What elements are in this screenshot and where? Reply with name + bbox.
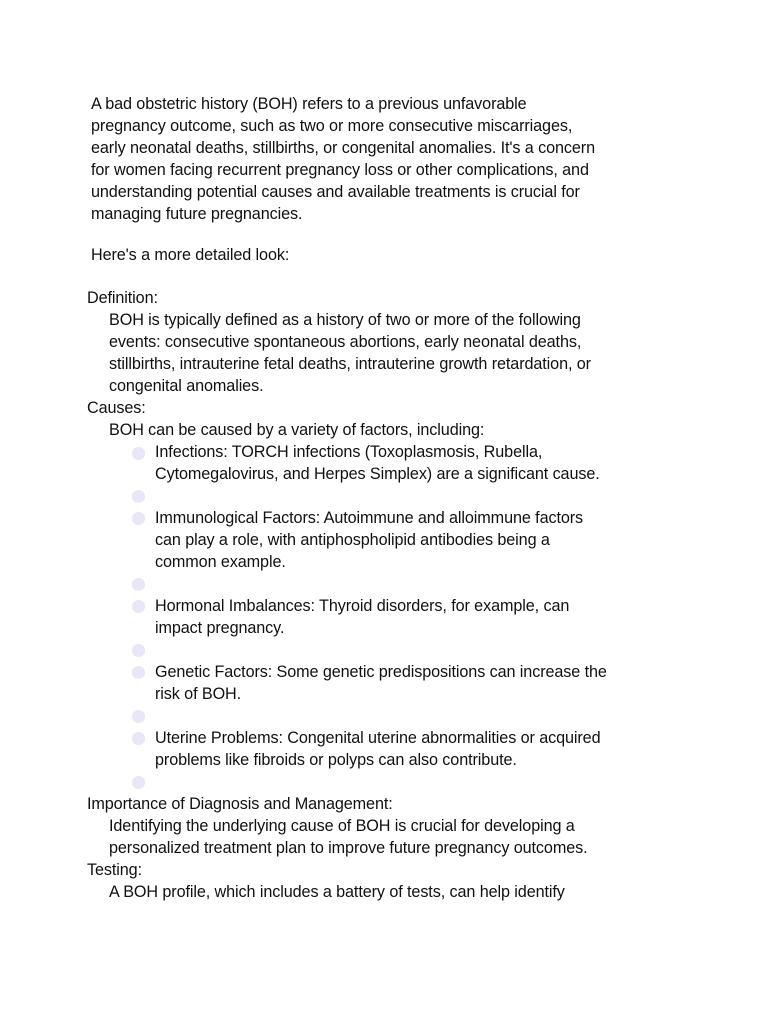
intro-lead: Here's a more detailed look: bbox=[91, 246, 290, 264]
cause-item-line: Hormonal Imbalances: Thyroid disorders, for example, can bbox=[155, 597, 570, 615]
intro-line: understanding potential causes and available treatments is crucial for bbox=[91, 183, 580, 201]
causes-heading: Causes: bbox=[87, 399, 146, 417]
empty-list-bullet bbox=[132, 710, 145, 723]
empty-list-bullet bbox=[132, 644, 145, 657]
importance-line: Identifying the underlying cause of BOH is crucial for developing a bbox=[109, 817, 575, 835]
cause-item-line: impact pregnancy. bbox=[155, 619, 285, 637]
empty-list-bullet bbox=[132, 776, 145, 789]
cause-item-line: Infections: TORCH infections (Toxoplasmosis, Rubella, bbox=[155, 443, 543, 461]
importance-heading: Importance of Diagnosis and Management: bbox=[87, 795, 393, 813]
empty-list-bullet bbox=[132, 578, 145, 591]
definition-line: congenital anomalies. bbox=[109, 377, 264, 395]
definition-heading: Definition: bbox=[87, 289, 158, 307]
cause-item-line: Uterine Problems: Congenital uterine abnormalities or acquired bbox=[155, 729, 601, 747]
cause-item-line: risk of BOH. bbox=[155, 685, 242, 703]
empty-list-bullet bbox=[132, 490, 145, 503]
definition-line: stillbirths, intrauterine fetal deaths, intrauterine growth retardation, or bbox=[109, 355, 591, 373]
list-bullet bbox=[132, 732, 145, 745]
list-bullet bbox=[132, 666, 145, 679]
cause-item-line: Cytomegalovirus, and Herpes Simplex) are a significant cause. bbox=[155, 465, 600, 483]
intro-line: A bad obstetric history (BOH) refers to a previous unfavorable bbox=[91, 95, 527, 113]
intro-line: for women facing recurrent pregnancy loss or other complications, and bbox=[91, 161, 589, 179]
cause-item-line: common example. bbox=[155, 553, 286, 571]
intro-line: early neonatal deaths, stillbirths, or congenital anomalies. It's a concern bbox=[91, 139, 595, 157]
intro-line: pregnancy outcome, such as two or more consecutive miscarriages, bbox=[91, 117, 573, 135]
cause-item-line: Immunological Factors: Autoimmune and alloimmune factors bbox=[155, 509, 584, 527]
cause-item-line: can play a role, with antiphospholipid antibodies being a bbox=[155, 531, 550, 549]
testing-line: A BOH profile, which includes a battery of tests, can help identify bbox=[109, 883, 565, 901]
importance-line: personalized treatment plan to improve future pregnancy outcomes. bbox=[109, 839, 588, 857]
definition-line: BOH is typically defined as a history of two or more of the following bbox=[109, 311, 581, 329]
list-bullet bbox=[132, 512, 145, 525]
list-bullet bbox=[132, 447, 145, 460]
cause-item-line: Genetic Factors: Some genetic predispositions can increase the bbox=[155, 663, 607, 681]
list-bullet bbox=[132, 600, 145, 613]
cause-item-line: problems like fibroids or polyps can also contribute. bbox=[155, 751, 517, 769]
causes-intro: BOH can be caused by a variety of factors, including: bbox=[109, 421, 485, 439]
definition-line: events: consecutive spontaneous abortions, early neonatal deaths, bbox=[109, 333, 582, 351]
testing-heading: Testing: bbox=[87, 861, 142, 879]
intro-line: managing future pregnancies. bbox=[91, 205, 303, 223]
